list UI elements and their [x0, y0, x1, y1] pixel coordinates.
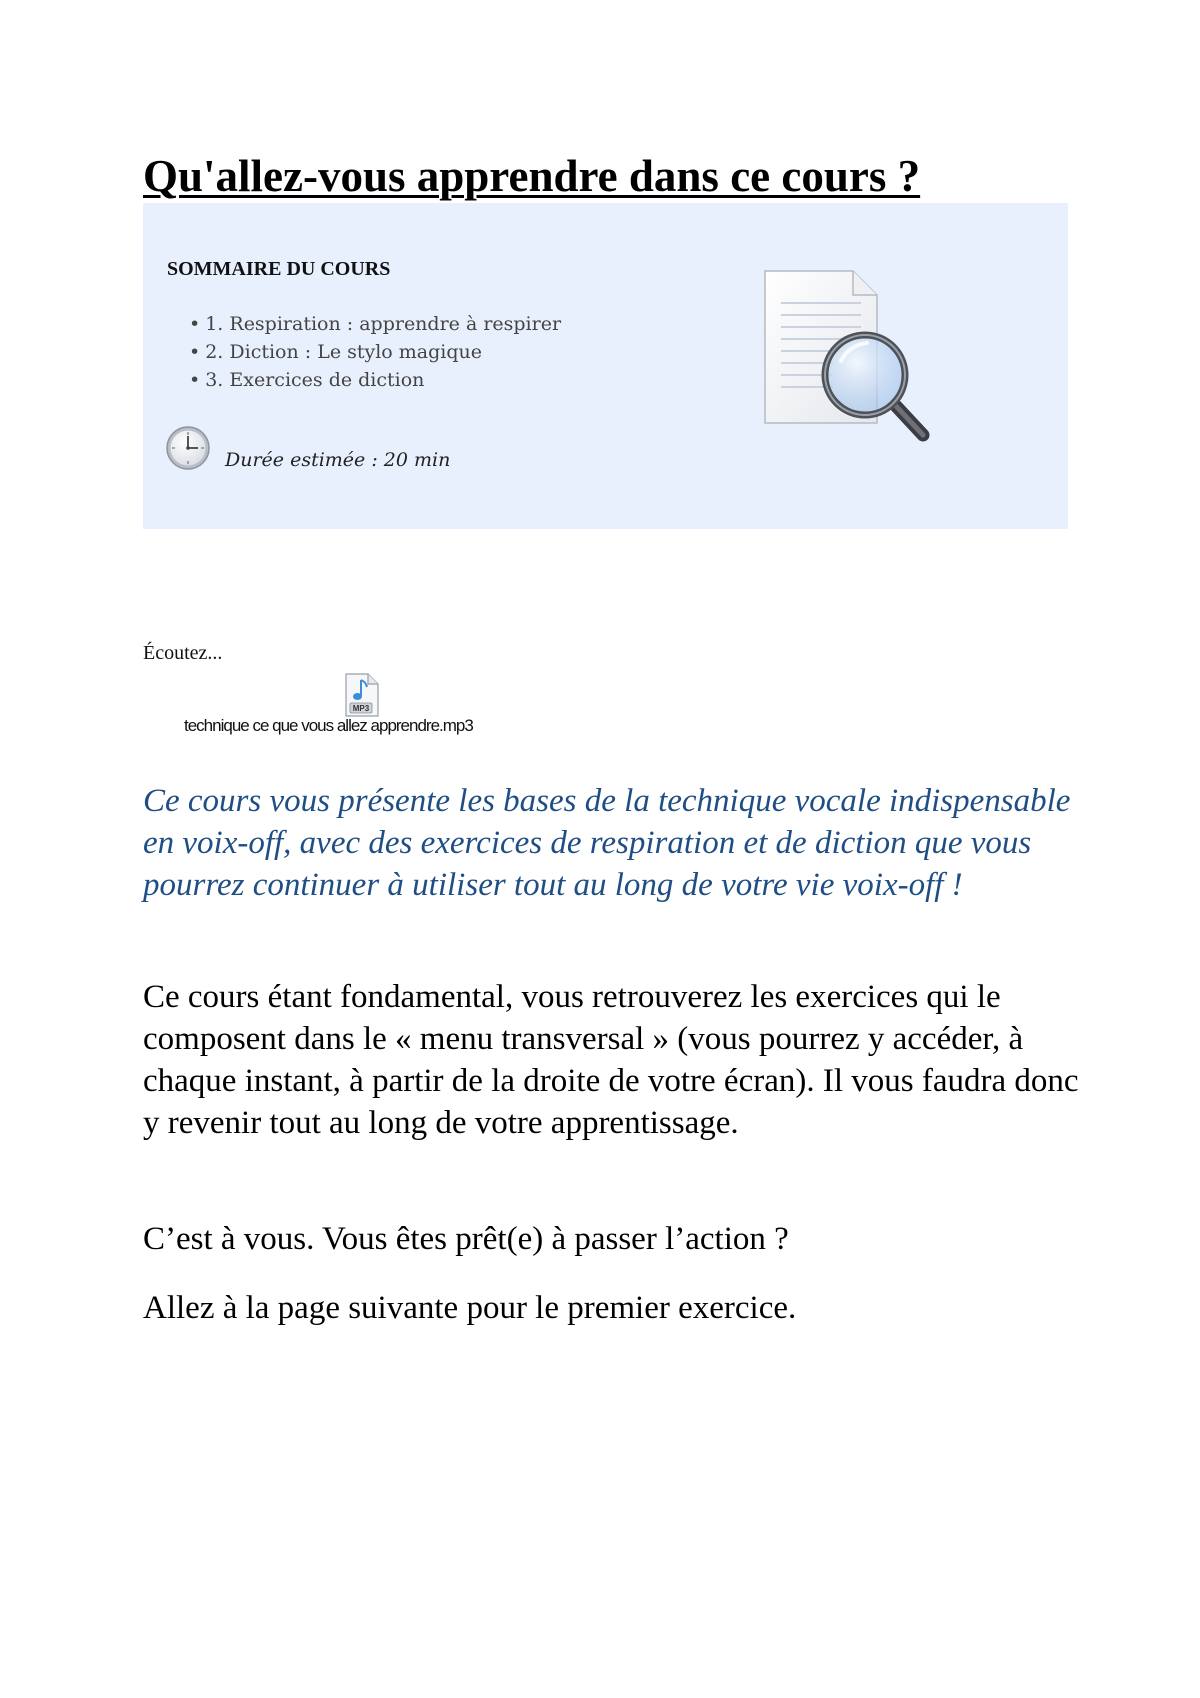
summary-item [189, 366, 561, 394]
document-search-icon [753, 263, 943, 463]
mp3-file-link[interactable]: technique ce que vous allez apprendre.mp3 [184, 716, 473, 735]
summary-item [189, 338, 561, 366]
summary-item-label: 2. Diction : Le stylo magique [205, 341, 483, 363]
mp3-icon-label: MP3 [352, 704, 370, 713]
summary-heading: SOMMAIRE DU COURS [167, 258, 391, 280]
page-title: Qu'allez-vous apprendre dans ce cours ? [143, 151, 921, 201]
listen-label: Écoutez... [143, 642, 223, 664]
summary-list [189, 310, 561, 394]
intro-paragraph: Ce cours vous présente les bases de la technique vocale indispensable en voix-off, avec des exercices de respiration et de diction que vous pourrez continuer à utiliser tout au long de votre vie voix-off ! [143, 783, 1071, 903]
summary-item-label: 3. Exercices de diction [205, 369, 425, 391]
bullet: • [189, 369, 201, 391]
summary-item-label: 1. Respiration : apprendre à respirer [205, 313, 562, 335]
bullet: • [189, 341, 201, 363]
bullet: • [189, 313, 201, 335]
summary-item [189, 310, 561, 338]
body-paragraph: C’est à vous. Vous êtes prêt(e) à passer l’action ? [143, 1221, 789, 1257]
body-paragraph: Allez à la page suivante pour le premier exercice. [143, 1290, 797, 1326]
body-paragraph: Ce cours étant fondamental, vous retrouverez les exercices qui le composent dans le « menu transversal » (vous pourrez y accéder, à chaque instant, à partir de la droite de votre écran). Il vous faudra donc y revenir tout au long de votre apprentissage. [143, 979, 1079, 1141]
mp3-file-icon[interactable] [342, 672, 382, 718]
course-summary-box [143, 203, 1068, 529]
clock-icon [165, 425, 211, 471]
estimated-duration: Durée estimée : 20 min [225, 449, 451, 471]
